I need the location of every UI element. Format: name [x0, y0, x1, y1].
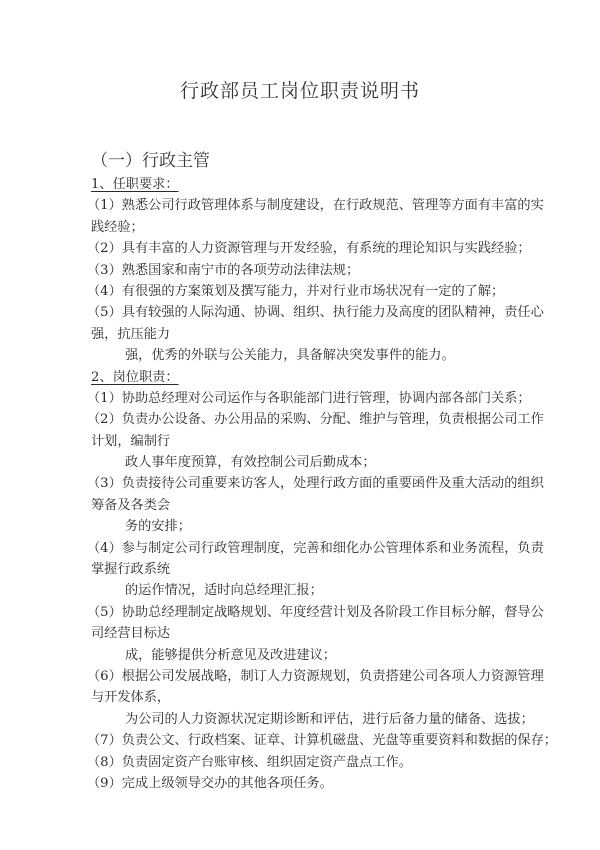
duty-line: 的运作情况，适时向总经理汇报；	[125, 583, 323, 599]
duty-line: 计划，编制行	[91, 433, 171, 449]
duty-line: 与开发体系，	[91, 690, 171, 706]
duty-line: 为公司的人力资源状况定期诊断和评估，进行后备力量的储备、选拔；	[125, 711, 534, 727]
duty-line: （4）参与制定公司行政管理制度，完善和细化办公管理体系和业务流程，负责	[87, 540, 544, 556]
duty-line: （9）完成上级领导交办的其他各项任务。	[87, 775, 333, 791]
requirement-line: （5）具有较强的人际沟通、协调、组织、执行能力及高度的团队精神，责任心	[87, 305, 544, 321]
requirement-line: （3）熟悉国家和南宁市的各项劳动法律法规；	[87, 262, 360, 278]
duty-line: 务的安排；	[125, 519, 191, 535]
document-title: 行政部员工岗位职责说明书	[179, 80, 420, 102]
requirement-line: （4）有很强的方案策划及撰写能力，并对行业市场状况有一定的了解；	[87, 283, 505, 299]
requirement-line: 强，优秀的外联与公关能力，具备解决突发事件的能力。	[125, 348, 455, 364]
duty-line: （2）负责办公设备、办公用品的采购、分配、维护与管理，负责根据公司工作	[87, 412, 544, 428]
duty-line: 筹备及各类会	[91, 497, 171, 513]
requirement-line: 强，抗压能力	[91, 326, 171, 342]
requirement-line: 践经验；	[91, 219, 144, 235]
document-body	[87, 174, 557, 794]
duty-line: （7）负责公文、行政档案、证章、计算机磁盘、光盘等重要资料和数据的保存；	[87, 733, 557, 749]
duty-line: （8）负责固定资产台账审核、组织固定资产盘点工作。	[87, 754, 412, 770]
section-heading: （一）行政主管	[91, 151, 210, 171]
duty-line: 政人事年度预算，有效控制公司后勤成本；	[125, 455, 376, 471]
requirement-line: （2）具有丰富的人力资源管理与开发经验，有系统的理论知识与实践经验；	[87, 241, 531, 257]
duties-heading: 2、岗位职责：	[91, 369, 179, 385]
duty-line: （5）协助总经理制定战略规划、年度经营计划及各阶段工作目标分解，督导公	[87, 604, 544, 620]
duty-line: 成，能够提供分析意见及改进建议；	[125, 647, 336, 663]
duty-line: （1）协助总经理对公司运作与各职能部门进行管理，协调内部各部门关系；	[87, 390, 531, 406]
duty-line: 掌握行政系统	[91, 562, 171, 578]
requirements-heading: 1、任职要求：	[91, 177, 179, 192]
duty-line: 司经营目标达	[91, 626, 171, 642]
duty-line: （3）负责接待公司重要来访客人，处理行政方面的重要函件及重大活动的组织	[87, 476, 544, 492]
requirement-line: （1）熟悉公司行政管理体系与制度建设，在行政规范、管理等方面有丰富的实	[87, 198, 544, 214]
duty-line: （6）根据公司发展战略，制订人力资源规划，负责搭建公司各项人力资源管理	[87, 668, 544, 684]
